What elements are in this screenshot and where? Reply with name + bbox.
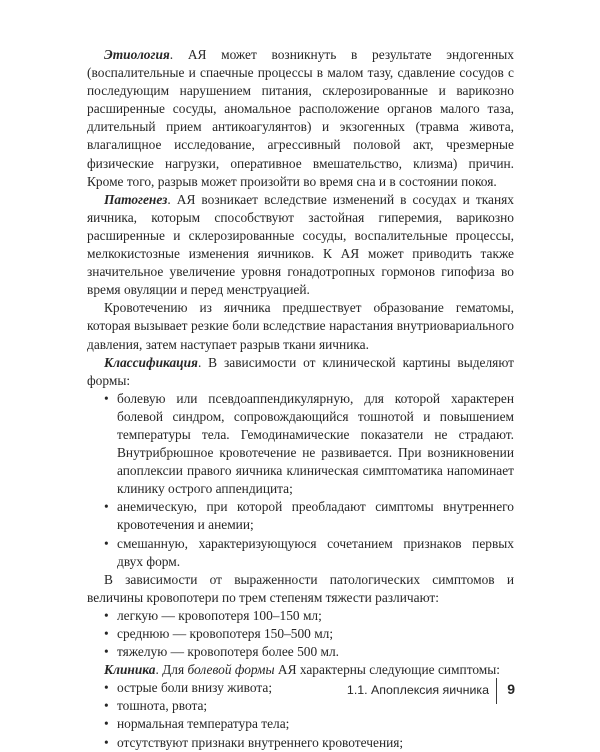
bullet-icon: • — [104, 716, 109, 732]
bullet-icon: • — [104, 644, 109, 660]
etiology-text: . АЯ может возникнуть в результате эндогенных (воспалительные и спаечные процессы в малом тазу, сдавление сосудов с последующим нарушением питания, склерозированные и варикозно расширенные сосуды, аномальное расположение органов малого таза, длительный прием антикоагулянтов) и экзогенных (травма живота, влагалищное исследование, агрессивный половой акт, чрезмерные физические нагрузки, оперативное вмешательство, клизма) причин. Кроме того, разрыв может произойти во время сна и в состоянии покоя. — [87, 47, 514, 189]
classification-heading: Классификация — [104, 354, 198, 370]
bullet-icon: • — [104, 390, 109, 406]
list-item: • нормальная температура тела; — [104, 715, 514, 733]
page-footer — [87, 678, 515, 704]
list-item: • анемическую, при которой преобладают симптомы внутреннего кровотечения и анемии; — [104, 499, 514, 533]
severity-list — [87, 607, 514, 661]
severity-intro-paragraph: В зависимости от выраженности патологических симптомов и величины кровопотери по трем степеням тяжести различают: — [87, 571, 514, 605]
bullet-icon: • — [104, 499, 109, 515]
list-item: • смешанную, характеризующуюся сочетанием признаков первых двух форм. — [104, 535, 514, 569]
bullet-icon: • — [104, 626, 109, 641]
clinic-italic-term: болевой формы — [187, 662, 275, 678]
etiology-paragraph — [87, 46, 514, 191]
bullet-icon: • — [104, 607, 109, 623]
list-item: • острые боли внизу живота; — [104, 679, 514, 697]
classification-paragraph — [87, 354, 514, 390]
bullet-icon: • — [104, 698, 109, 714]
etiology-heading: Этиология — [104, 47, 170, 62]
pathogenesis-heading: Патогенез — [104, 191, 168, 207]
clinic-heading: Клиника — [104, 662, 156, 678]
pathogenesis-text: . АЯ возникает вследствие изменений в сосудах и тканях яичника, которым способствуют застойная гиперемия, варикозно расширенные и склерозированные сосуды, воспалительные процессы, мелкокистозные изменения яичников. К АЯ может приводить также значительное увеличение уровня гонадотропных гормонов гипофиза во время овуляции и перед менструацией. — [87, 191, 514, 298]
forms-list — [87, 390, 514, 571]
list-item: • отсутствуют признаки внутреннего кровотечения; — [104, 734, 514, 752]
list-item: • болевую или псевдоаппендикулярную, для которой характерен болевой синдром, сопровождающийся тошнотой и повышением температуры тела. Гемодинамические показатели не страдают. Внутрибрюшное кровотечение не развивается. При возникновении апоплексии правого яичника клиническая симптоматика напоминает клинику острого аппендицита; — [104, 390, 514, 497]
bullet-icon: • — [104, 535, 109, 551]
list-item: • легкую — кровопотеря 100–150 мл; — [104, 607, 514, 625]
classification-text: . В зависимости от клинической картины выделяют формы: — [87, 354, 514, 388]
footer-divider — [496, 678, 498, 704]
running-title: 1.1. Апоплексия яичника — [346, 683, 489, 697]
pathogenesis-paragraph — [87, 191, 514, 300]
page-number: 9 — [507, 681, 515, 697]
bleeding-paragraph: Кровотечению из яичника предшествует образование гематомы, которая вызывает резкие боли вследствие нарастания внутриовариального давления, затем наступает разрыв ткани яичника. — [87, 300, 514, 352]
list-item: • среднюю — кровопотеря 150–500 мл; — [104, 625, 514, 643]
page-body — [87, 46, 514, 752]
list-item: • тяжелую — кровопотеря более 500 мл. — [104, 643, 514, 661]
bullet-icon: • — [104, 734, 109, 750]
list-item: • тошнота, рвота; — [104, 697, 514, 715]
clinic-paragraph: Клиника. Для болевой формы АЯ характерны следующие симптомы: — [104, 662, 501, 678]
bullet-icon: • — [104, 680, 109, 696]
